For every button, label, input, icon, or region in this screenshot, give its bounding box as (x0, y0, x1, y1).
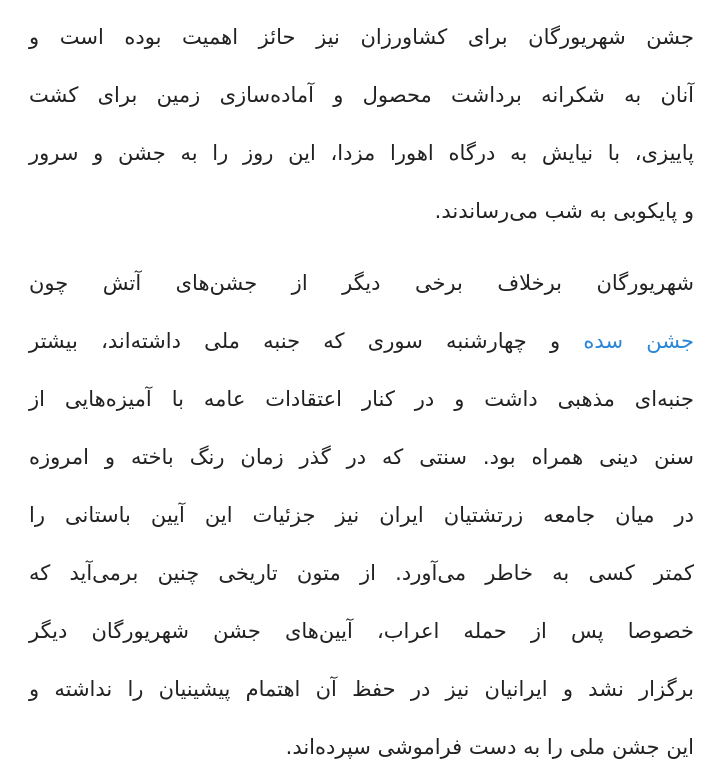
text-line: کمتر کسی به خاطر می‌آورد. از متون تاریخی چنین برمی‌آید که (29, 561, 694, 585)
text-line: خصوصا پس از حمله اعراب، آیین‌های جشن شهریورگان دیگر (29, 619, 694, 643)
text-line: جنبه‌ای مذهبی داشت و در کنار اعتقادات عامه با آمیزه‌هایی از (29, 387, 694, 411)
text-line: و پایکوبی به شب می‌رساندند. (434, 199, 694, 223)
text-line: در میان جامعه زرتشتیان ایران نیز جزئیات این آیین باستانی را (29, 503, 694, 527)
jashn-sadeh-link[interactable]: جشن سده (583, 329, 694, 353)
text-fragment: و چهارشنبه سوری که جنبه ملی داشته‌اند، بیشتر (29, 329, 584, 353)
paragraph-history (29, 254, 694, 776)
text-line: آنان به شکرانه برداشت محصول و آماده‌سازی زمین برای کشت (29, 83, 694, 107)
text-line: شهریورگان برخلاف برخی دیگر از جشن‌های آتش چون (29, 271, 694, 295)
text-line: پاییزی، با نیایش به درگاه اهورا مزدا، این روز را به جشن و سرور (29, 141, 694, 165)
text-line: جشن شهریورگان برای کشاورزان نیز حائز اهمیت بوده است و (29, 25, 694, 49)
paragraph-farmers (29, 8, 694, 240)
text-line: این جشن ملی را به دست فراموشی سپرده‌اند. (285, 735, 694, 759)
text-line-with-link (29, 312, 694, 370)
text-line: سنن دینی همراه بود. سنتی که در گذر زمان رنگ باخته و امروزه (29, 445, 694, 469)
text-line: برگزار نشد و ایرانیان نیز در حفظ آن اهتمام پیشینیان را نداشته و (29, 677, 694, 701)
